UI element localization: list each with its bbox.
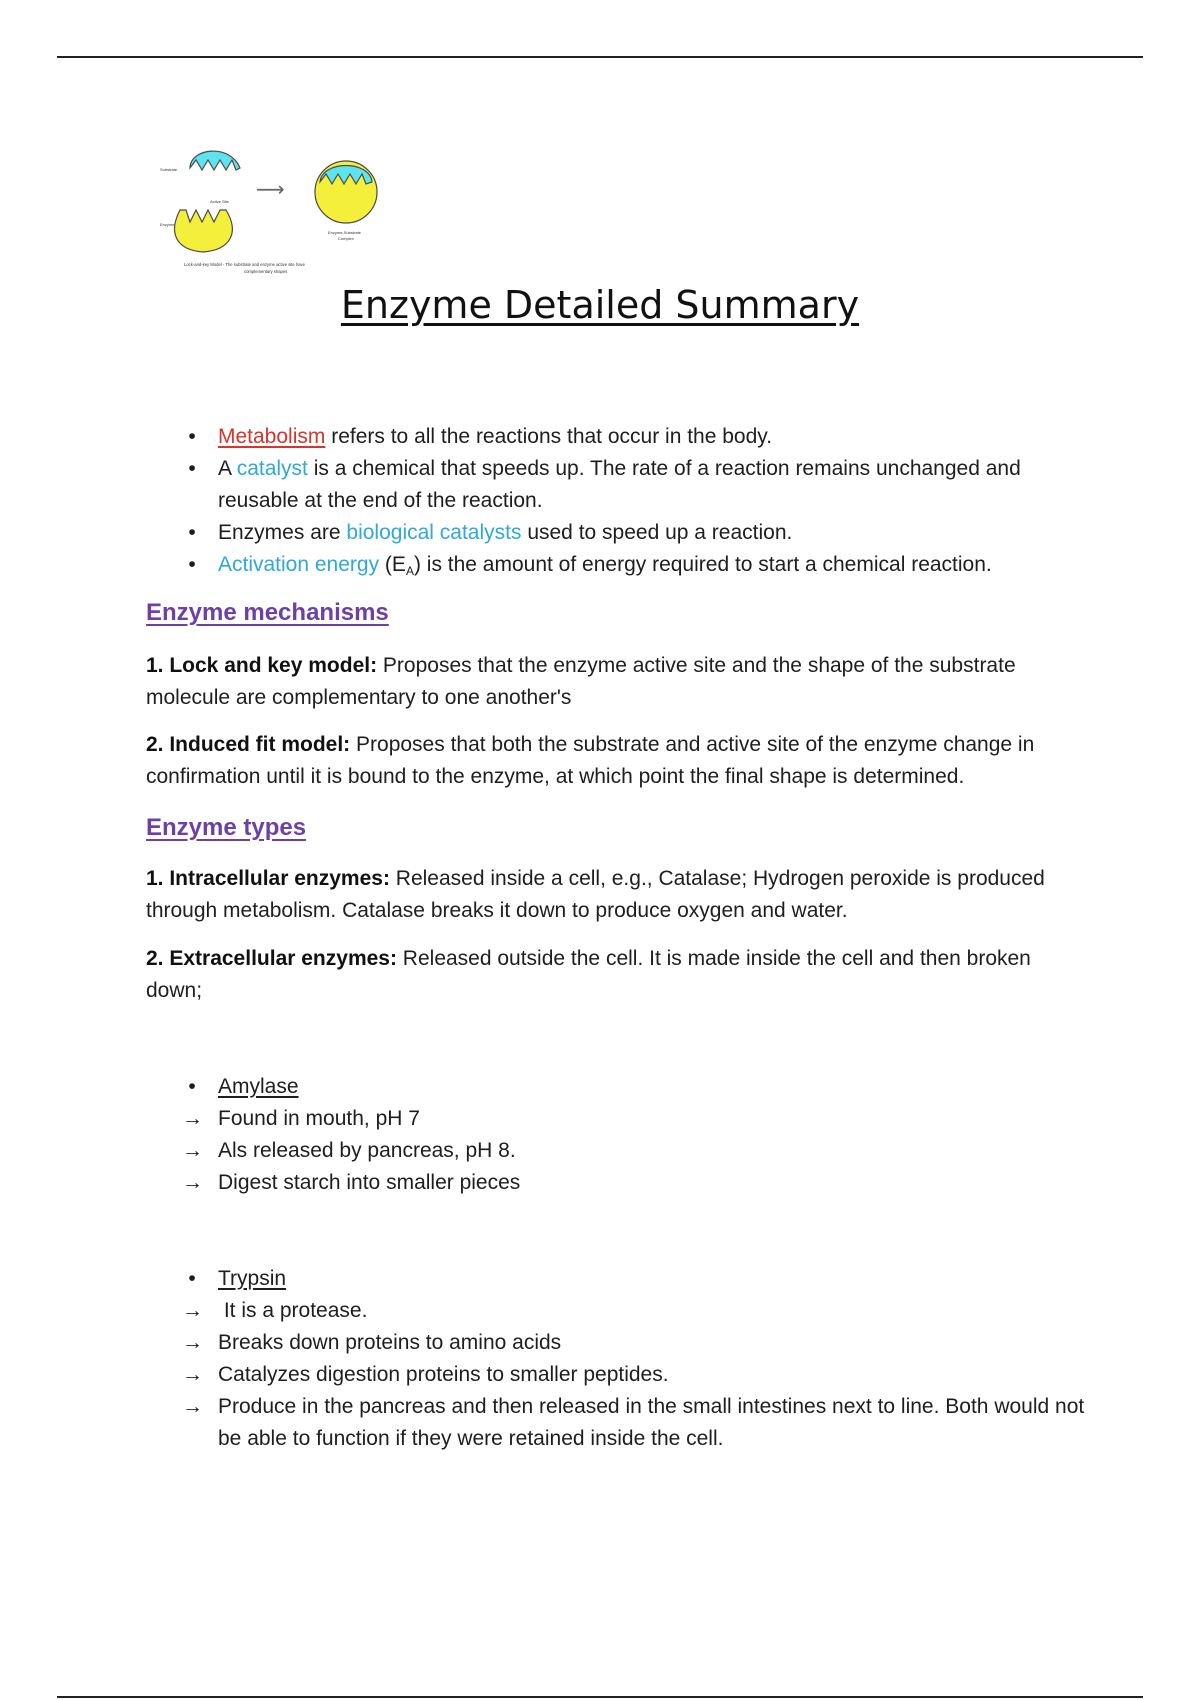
list-item: [146, 1327, 1091, 1359]
page-title: Enzyme Detailed Summary: [340, 283, 860, 327]
subscript: A: [405, 564, 414, 578]
list-item: [146, 1071, 1091, 1103]
list-item: [146, 1103, 1091, 1135]
list-item: [146, 1391, 1091, 1455]
trypsin-list: [146, 1263, 1091, 1455]
list-text: It is a protease.: [218, 1299, 368, 1322]
trypsin-title: Trypsin: [218, 1267, 287, 1290]
bullet-marker: •: [188, 521, 196, 544]
paragraph-label: 2. Extracellular enzymes:: [146, 947, 397, 970]
list-item: [146, 549, 1091, 587]
list-item: [146, 1263, 1091, 1295]
term-activation-energy: Activation energy: [218, 553, 380, 576]
arrow-icon: →: [182, 1363, 203, 1386]
paragraph-text: Released inside a cell, e.g., Catalase; Hydrogen peroxide is produced through metabolism. Catalase breaks it down to produce oxygen and water.: [146, 867, 1045, 922]
top-rule: [57, 56, 1143, 58]
enzyme-shape: [175, 210, 233, 252]
paragraph-text: Proposes that the enzyme active site and the shape of the substrate molecule are complementary to one another's: [146, 654, 1016, 709]
bullet-marker: •: [188, 457, 196, 480]
bottom-rule: [57, 1696, 1143, 1698]
list-item: [146, 517, 1091, 549]
amylase-title: Amylase: [218, 1075, 299, 1098]
paragraph-label: 2. Induced fit model:: [146, 733, 351, 756]
substrate-label: Substrate: [160, 167, 178, 172]
list-text: Catalyzes digestion proteins to smaller peptides.: [218, 1363, 669, 1386]
bullet-text: (E: [379, 553, 406, 576]
term-biological-catalysts: biological catalysts: [346, 521, 522, 544]
list-item: [146, 1135, 1091, 1167]
lock-and-key-diagram: [160, 138, 400, 288]
bullet-text: used to speed up a reaction.: [521, 521, 793, 544]
bullet-text: A: [218, 457, 237, 480]
induced-fit-paragraph: [146, 729, 1091, 793]
types-section: [146, 812, 1091, 844]
complex-label-2: Complex: [338, 236, 354, 241]
bullet-marker: •: [188, 1075, 196, 1098]
arrow-icon: →: [182, 1107, 203, 1130]
bullet-marker: •: [188, 1267, 196, 1290]
types-heading: Enzyme types: [146, 814, 307, 841]
term-catalyst: catalyst: [236, 457, 308, 480]
term-metabolism: Metabolism: [218, 425, 326, 448]
mechanisms-heading: Enzyme mechanisms: [146, 599, 389, 626]
extracellular-paragraph: [146, 943, 1091, 1007]
mechanisms-section: [146, 597, 1091, 629]
active-site-label: Active Site: [210, 199, 229, 204]
paragraph-label: 1. Intracellular enzymes:: [146, 867, 390, 890]
paragraph-text: Proposes that both the substrate and active site of the enzyme change in confirmation until it is bound to the enzyme, at which point the final shape is determined.: [146, 733, 1035, 788]
arrow-icon: →: [182, 1395, 203, 1418]
arrow-icon: →: [182, 1139, 203, 1162]
intracellular-paragraph: [146, 863, 1091, 927]
enzyme-label: Enzyme: [160, 222, 175, 227]
list-text: Breaks down proteins to amino acids: [218, 1331, 562, 1354]
arrow-icon: →: [182, 1331, 203, 1354]
list-text: Als released by pancreas, pH 8.: [218, 1139, 516, 1162]
paragraph-text: Released outside the cell. It is made inside the cell and then broken down;: [146, 947, 1031, 1002]
bullet-text: ) is the amount of energy required to start a chemical reaction.: [413, 553, 992, 576]
complex-label-1: Enzyme-Substrate: [328, 230, 361, 235]
bullet-marker: •: [188, 553, 196, 576]
substrate-shape: [190, 151, 240, 170]
list-item: [146, 1295, 1091, 1327]
amylase-list: [146, 1071, 1091, 1199]
list-text: Produce in the pancreas and then released in the small intestines next to line. Both would not be able to function if they were retained inside the cell.: [218, 1395, 1085, 1450]
lock-and-key-paragraph: [146, 650, 1091, 714]
arrow-icon: →: [182, 1171, 203, 1194]
list-item: [146, 1167, 1091, 1199]
reaction-arrow: ⟶: [256, 179, 285, 201]
list-item: [146, 1359, 1091, 1391]
intro-bullets: [146, 421, 1091, 587]
bullet-marker: •: [188, 425, 196, 448]
bullet-text: refers to all the reactions that occur in the body.: [325, 425, 773, 448]
diagram-caption-2: complementary shapes: [244, 269, 288, 274]
paragraph-label: 1. Lock and key model:: [146, 654, 378, 677]
list-text: Digest starch into smaller pieces: [218, 1171, 521, 1194]
arrow-icon: →: [182, 1299, 203, 1322]
bullet-text: is a chemical that speeds up. The rate of a reaction remains unchanged and reusable at the end of the reaction.: [218, 457, 1021, 512]
bullet-text: Enzymes are: [218, 521, 347, 544]
list-item: [146, 453, 1091, 517]
diagram-caption-1: Lock-and-key Model - The substrate and enzyme active site have: [184, 262, 305, 267]
list-text: Found in mouth, pH 7: [218, 1107, 420, 1130]
list-item: [146, 421, 1091, 453]
